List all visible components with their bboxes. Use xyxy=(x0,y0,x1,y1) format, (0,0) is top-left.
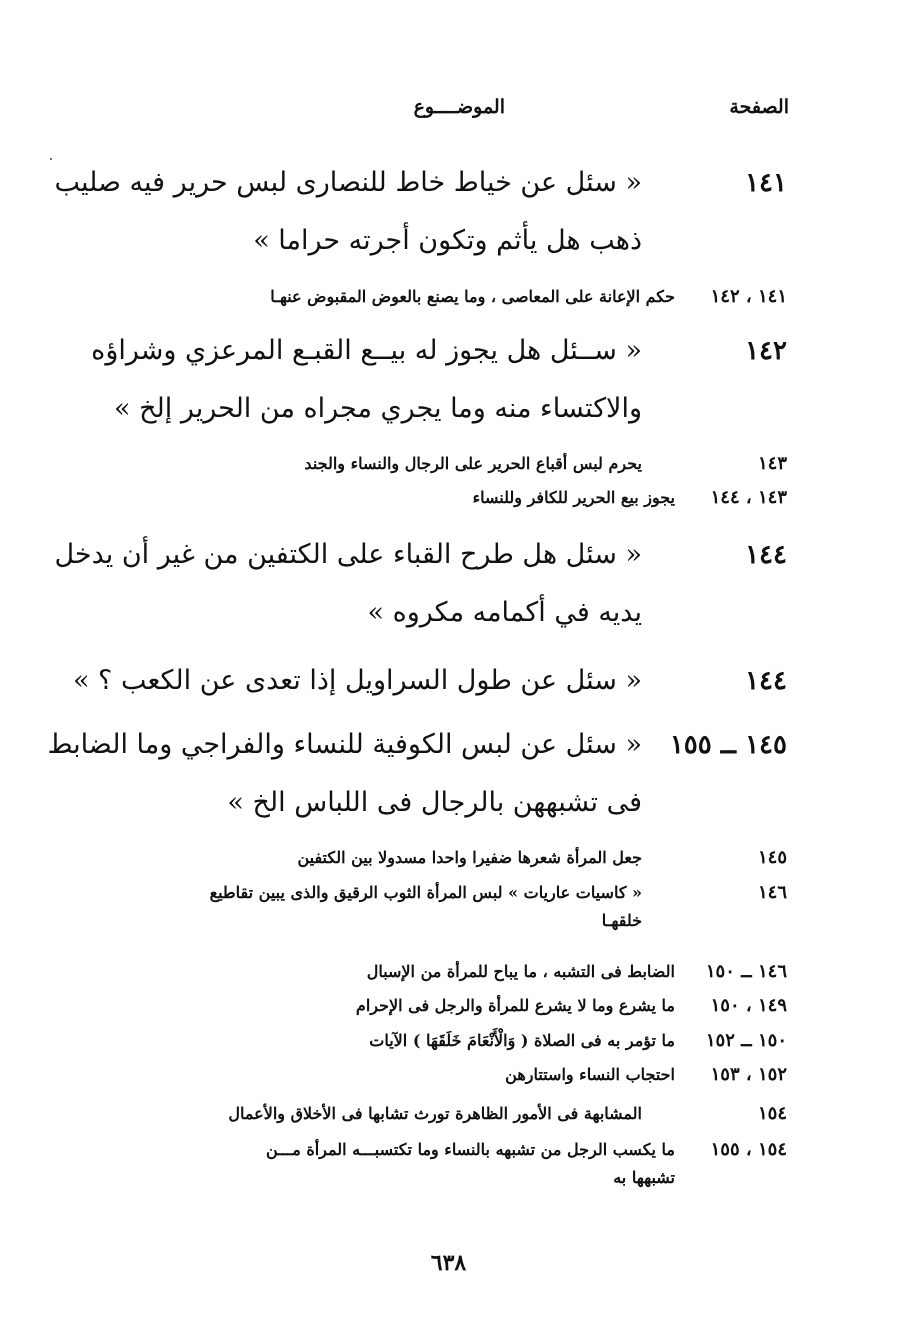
entry-page-number: ١٤٤ xyxy=(745,666,787,696)
entry-page-number: ١٤٣ xyxy=(757,453,787,474)
index-entry xyxy=(67,992,787,1020)
entry-line: خلقهـا xyxy=(601,911,642,930)
entry-line: جعل المرأة شعرها ضفيرا واحدا مسدولا بين الكتفين xyxy=(297,848,642,867)
entry-line: تشبهها به xyxy=(613,1168,675,1187)
entry-line: احتجاب النساء واستتارهن xyxy=(505,1065,675,1084)
entry-page-number: ١٥٤ xyxy=(757,1103,787,1124)
entry-page-number: ١٤٢ xyxy=(745,336,787,366)
entry-line: ما تؤمر به فى الصلاة ( وَالْأَنْعَامَ خَلَقَهَا ) الآيات xyxy=(369,1031,675,1050)
entry-text xyxy=(473,484,675,512)
index-entry xyxy=(54,526,787,642)
entry-line: « كاسيات عاريات » لبس المرأة الثوب الرقيق والذى يبين تقاطيع xyxy=(209,883,642,902)
index-entry xyxy=(47,716,787,832)
entry-line: حكم الإعانة على المعاصى ، وما يصنع بالعوض المقبوض عنهـا xyxy=(270,287,675,306)
entry-line: يديه في أكمامه مكروه » xyxy=(367,597,642,628)
entry-text xyxy=(369,1027,675,1055)
entry-text xyxy=(505,1061,675,1089)
entry-line: يحرم لبس أقباع الحرير على الرجال والنساء والجند xyxy=(304,454,642,473)
topic-column-header: الموضــــوع xyxy=(413,96,505,118)
entry-text xyxy=(270,283,675,311)
index-entry xyxy=(67,450,787,478)
entry-text xyxy=(54,526,642,642)
entry-line: « سئل عن خياط خاط للنصارى لبس حرير فيه صليب xyxy=(54,167,642,198)
entry-text xyxy=(367,958,675,986)
entry-page-number: ١٤٥ xyxy=(757,847,787,868)
index-entry xyxy=(67,958,787,986)
index-entry xyxy=(54,154,787,270)
entry-text xyxy=(356,992,675,1020)
entry-page-number: ١٥٠ ــ ١٥٢ xyxy=(705,1030,787,1051)
entry-text xyxy=(210,879,642,935)
entry-line: ما يشرع وما لا يشرع للمرأة والرجل فى الإحرام xyxy=(355,996,675,1015)
index-entry xyxy=(67,1136,787,1192)
entry-line: يجوز بيع الحرير للكافر وللنساء xyxy=(472,488,675,507)
entry-page-number: ١٥٢ ، ١٥٣ xyxy=(710,1064,787,1085)
entry-line: « سئل هل طرح القباء على الكتفين من غير أن يدخل xyxy=(54,539,642,570)
entry-text xyxy=(297,844,642,872)
entry-text xyxy=(54,154,642,270)
page-column-header: الصفحة xyxy=(729,96,789,118)
index-entry xyxy=(67,322,787,438)
entry-line: « سئل عن طول السراويل إذا تعدى عن الكعب ؟ » xyxy=(72,665,642,696)
entry-line: ما يكسب الرجل من تشبهه بالنساء وما تكتسبـــه المرأة مـــن xyxy=(265,1140,675,1159)
page-number: ٦٣٨ xyxy=(430,1250,467,1276)
entry-line: المشابهة فى الأمور الظاهرة تورث تشابها فى الأخلاق والأعمال xyxy=(228,1104,642,1123)
entry-line: فى تشبههن بالرجال فى اللباس الخ » xyxy=(227,787,642,818)
entry-page-number: ١٤١ ، ١٤٢ xyxy=(710,286,787,307)
index-entry xyxy=(67,484,787,512)
margin-mark xyxy=(50,158,52,160)
index-entry xyxy=(67,652,787,710)
entry-line: والاكتساء منه وما يجري مجراه من الحرير إلخ » xyxy=(114,393,642,424)
entry-page-number: ١٤٣ ، ١٤٤ xyxy=(710,487,787,508)
index-entry xyxy=(67,1061,787,1089)
entry-text xyxy=(228,1100,642,1128)
entry-page-number: ١٤٦ xyxy=(757,882,787,903)
index-entry xyxy=(67,844,787,872)
entry-page-number: ١٤٥ ــ ١٥٥ xyxy=(669,730,787,760)
entry-page-number: ١٤٩ ، ١٥٠ xyxy=(710,995,787,1016)
entry-line: « ســئل هل يجوز له بيــع القبـع المرعزي وشراؤه xyxy=(91,335,642,366)
entry-page-number: ١٥٤ ، ١٥٥ xyxy=(710,1139,787,1160)
entry-text xyxy=(47,716,642,832)
entry-line: « سئل عن لبس الكوفية للنساء والفراجي وما الضابط xyxy=(47,729,642,760)
entry-line: ذهب هل يأثم وتكون أجرته حراما » xyxy=(253,225,642,256)
entry-page-number: ١٤٦ ــ ١٥٠ xyxy=(705,961,787,982)
index-entry xyxy=(67,1100,787,1128)
entry-text xyxy=(73,652,642,710)
entry-line: الضابط فى التشبه ، ما يباح للمرأة من الإسبال xyxy=(366,962,675,981)
entry-page-number: ١٤٤ xyxy=(745,540,787,570)
entry-text xyxy=(91,322,642,438)
entry-page-number: ١٤١ xyxy=(745,168,787,198)
entry-text xyxy=(304,450,642,478)
index-entry xyxy=(67,879,787,935)
index-entry xyxy=(67,283,787,311)
entry-text xyxy=(266,1136,675,1192)
index-entry xyxy=(67,1027,787,1055)
